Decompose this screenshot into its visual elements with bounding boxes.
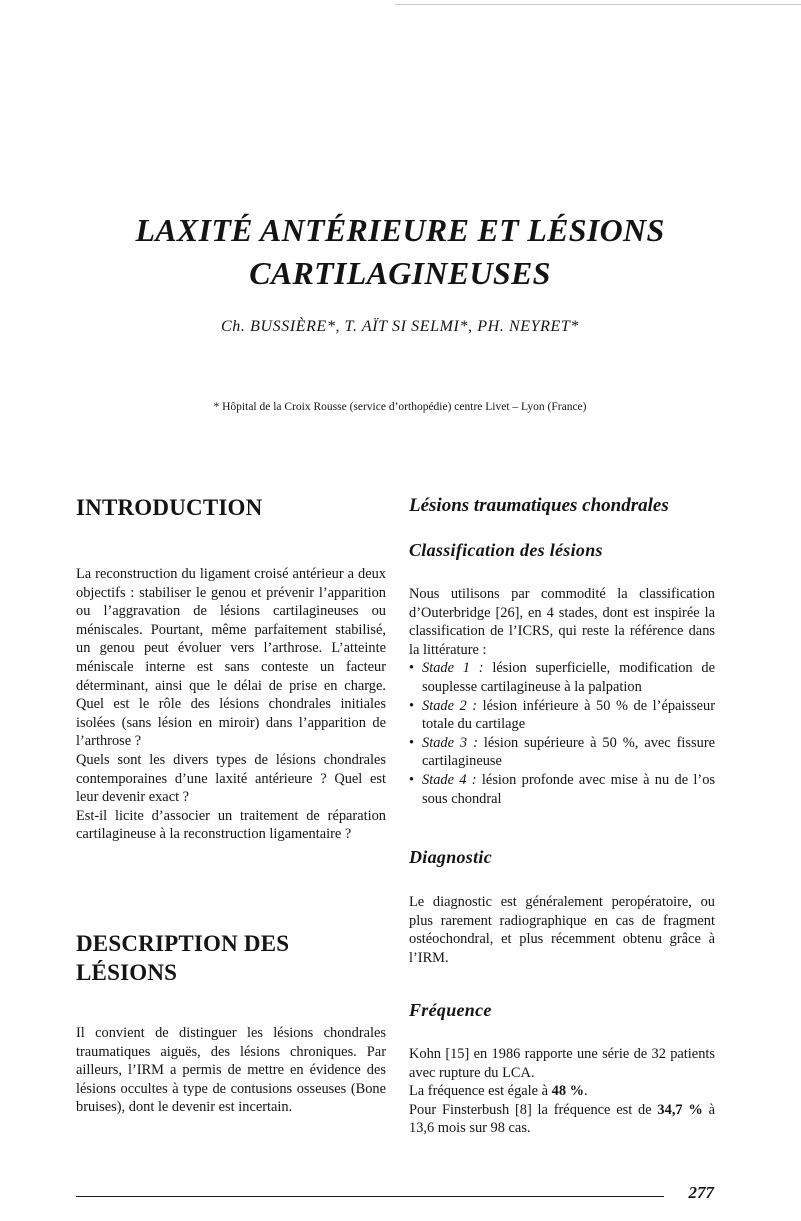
frequence-heading: Fréquence bbox=[409, 1000, 492, 1020]
stade-text: lésion inférieure à 50 % de l’épaisseur totale du cartilage bbox=[422, 697, 716, 733]
description-heading-line-2: LÉSIONS bbox=[76, 960, 178, 985]
frequence-text: La fréquence est égale à bbox=[409, 1083, 552, 1100]
stades-list bbox=[409, 659, 715, 808]
top-rule bbox=[395, 4, 801, 5]
article-title-line-2: CARTILAGINEUSES bbox=[249, 255, 551, 291]
frequence-value: 48 % bbox=[551, 1083, 585, 1100]
stade-item-2 bbox=[409, 697, 715, 734]
stade-text: lésion profonde avec mise à nu de l’os sous chondral bbox=[422, 771, 715, 807]
classification-heading: Classification des lésions bbox=[409, 540, 603, 560]
stade-label: Stade 1 : bbox=[422, 660, 484, 677]
diagnostic-body bbox=[409, 893, 715, 967]
frequence-value: 34,7 % bbox=[657, 1101, 703, 1118]
frequence-text: à 13,6 mois sur 98 cas. bbox=[409, 1101, 716, 1137]
stade-item-4 bbox=[409, 771, 715, 808]
stade-label: Stade 4 : bbox=[422, 771, 477, 788]
stade-label: Stade 3 : bbox=[422, 734, 478, 751]
diagnostic-heading: Diagnostic bbox=[409, 847, 493, 867]
diagnostic-paragraph: Le diagnostic est généralement peropératoire, ou plus rarement radiographique en cas de fragment ostéochondral, et plus récemment obtenu grâce à l’IRM. bbox=[409, 894, 715, 966]
frequence-text: Pour Finsterbush [8] la fréquence est de bbox=[409, 1101, 658, 1118]
footer-rule bbox=[76, 1196, 664, 1197]
stade-text: lésion superficielle, modification de souplesse cartilagineuse à la palpation bbox=[422, 660, 715, 695]
stade-text: lésion supérieure à 50 %, avec fissure cartilagineuse bbox=[422, 734, 716, 770]
description-heading bbox=[76, 929, 289, 987]
page-number: 277 bbox=[688, 1183, 714, 1202]
description-body bbox=[76, 1024, 386, 1117]
classification-intro: Nous utilisons par commodité la classification d’Outerbridge [26], en 4 stades, dont est inspirée la classification de l’ICRS, qui reste la référence dans la littérature : bbox=[409, 586, 715, 658]
introduction-paragraph-3: Est-il licite d’associer un traitement de réparation cartilagineuse à la reconstruction ligamentaire ? bbox=[76, 807, 386, 843]
stade-item-3 bbox=[409, 734, 715, 771]
classification-body bbox=[409, 585, 715, 808]
affiliation: * Hôpital de la Croix Rousse (service d’orthopédie) centre Livet – Lyon (France) bbox=[213, 401, 587, 413]
introduction-paragraph-2: Quels sont les divers types de lésions chondrales contemporaines d’une laxité antérieure ? Quel est leur devenir exact ? bbox=[76, 751, 386, 806]
frequence-line-3 bbox=[409, 1101, 715, 1138]
introduction-body bbox=[76, 565, 386, 844]
frequence-body bbox=[409, 1045, 715, 1138]
description-paragraph: Il convient de distinguer les lésions chondrales traumatiques aiguës, des lésions chroniques. Par ailleurs, l’IRM a permis de mettre en évidence des lésions occultes à type de contusions osseuses (Bone bruises), dont le devenir est incertain. bbox=[76, 1025, 386, 1116]
description-heading-line-1: DESCRIPTION DES bbox=[76, 931, 290, 956]
stade-label: Stade 2 : bbox=[422, 697, 478, 714]
article-title-line-1: LAXITÉ ANTÉRIEURE ET LÉSIONS bbox=[135, 212, 665, 248]
traumatic-lesions-heading: Lésions traumatiques chondrales bbox=[409, 495, 669, 516]
introduction-paragraph-1: La reconstruction du ligament croisé antérieur a deux objectifs : stabiliser le genou et prévenir l’apparition ou l’aggravation de lésions cartilagineuses ou méniscales. Pourtant, même parfaitement stabilisé, un genou peut évoluer vers l’arthrose. L’atteinte méniscale interne est sans conteste un facteur déterminant, ainsi que le délai de prise en charge. Quel est le rôle des lésions chondrales initiales isolées (sans lésion en miroir) dans l’apparition de l’arthrose ? bbox=[76, 566, 386, 750]
frequence-text: . bbox=[584, 1083, 588, 1100]
stade-item-1 bbox=[409, 659, 715, 696]
introduction-heading: INTRODUCTION bbox=[76, 495, 263, 520]
frequence-line-1: Kohn [15] en 1986 rapporte une série de 32 patients avec rupture du LCA. bbox=[409, 1046, 715, 1081]
frequence-line-2 bbox=[409, 1082, 715, 1101]
authors: Ch. BUSSIÈRE*, T. AÏT SI SELMI*, PH. NEYRET* bbox=[221, 318, 579, 335]
